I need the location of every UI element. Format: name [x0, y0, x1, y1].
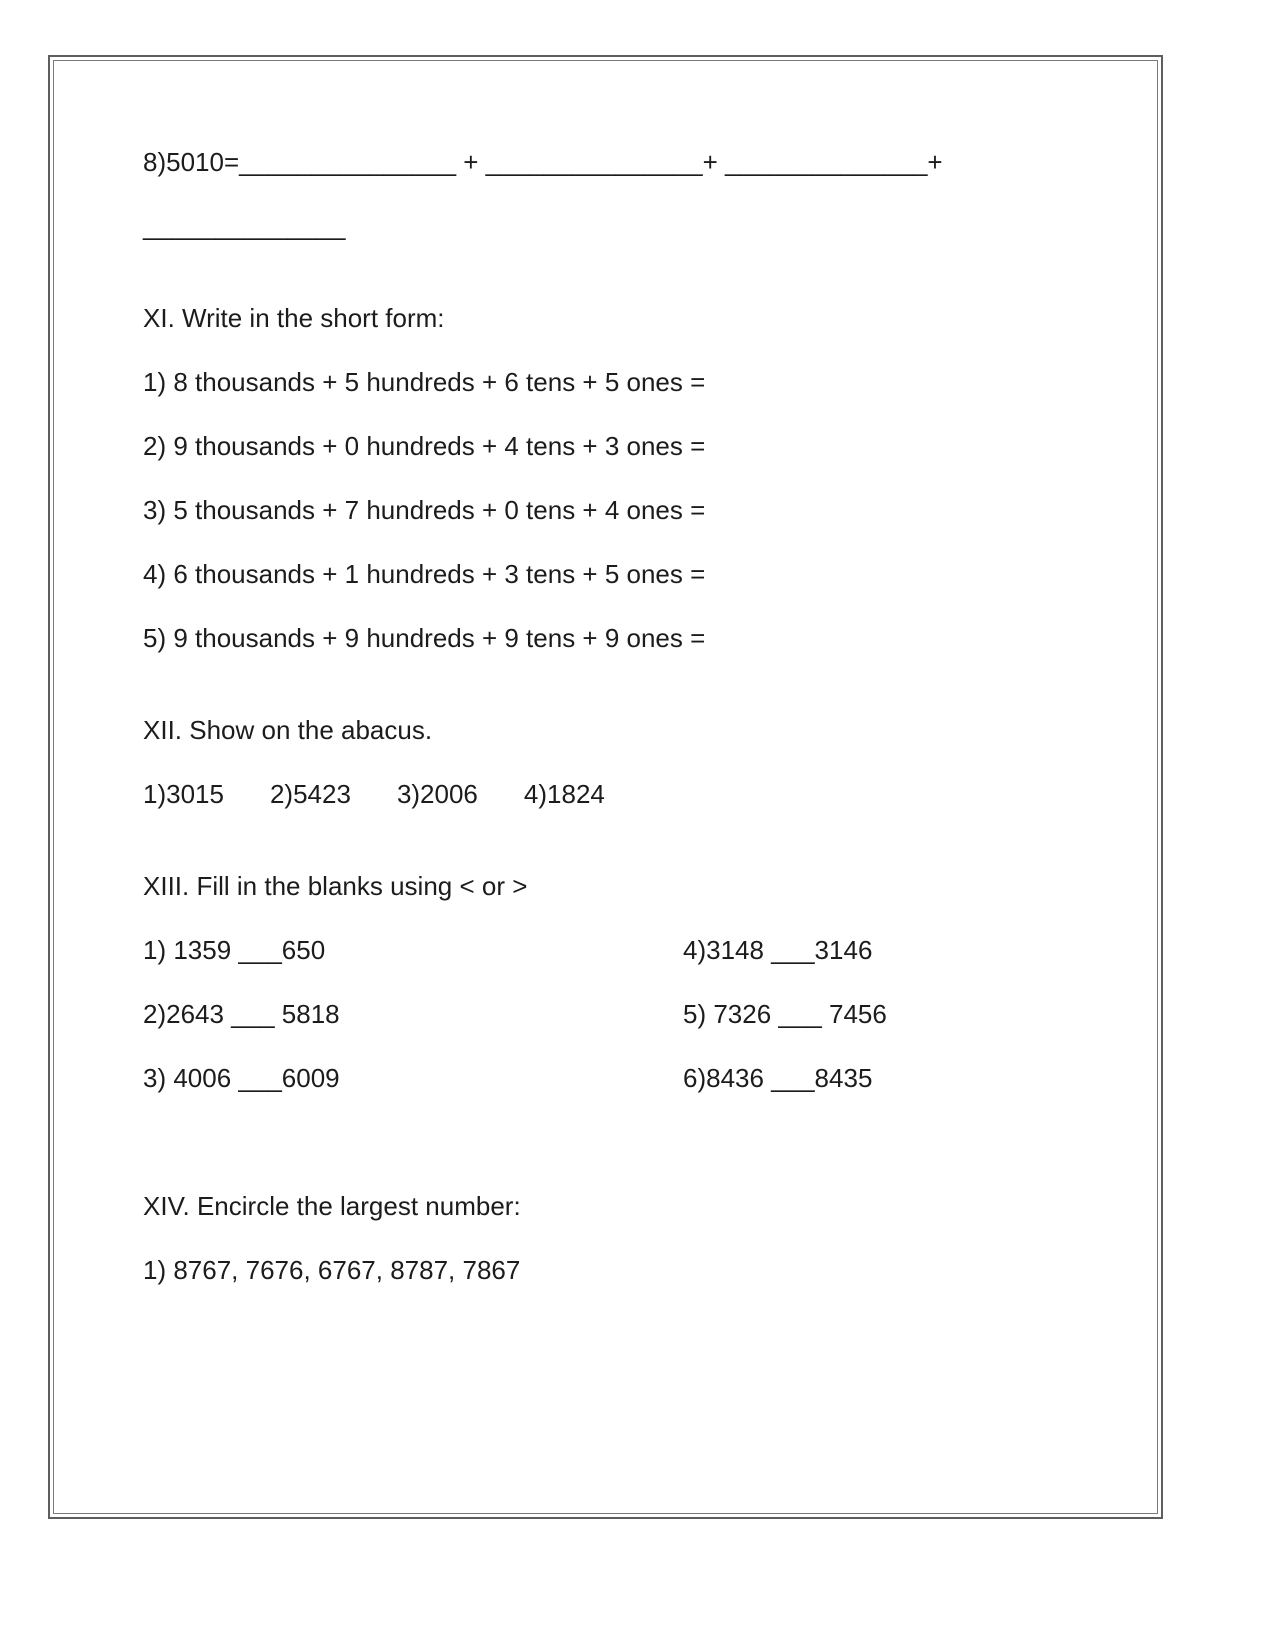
section-xii-numbers	[143, 780, 1003, 808]
worksheet-content	[143, 148, 1003, 1320]
section-xii-item-1: 1)3015	[143, 779, 224, 809]
question-8-line2: ______________	[143, 211, 346, 241]
question-8-line1: 8)5010=_______________ + _______________+ ______________+	[143, 147, 943, 177]
section-xiv-item-1: 1) 8767, 7676, 6767, 8787, 7867	[143, 1255, 521, 1285]
section-xi-item-3: 3) 5 thousands + 7 hundreds + 0 tens + 4 ones =	[143, 495, 706, 525]
section-xii-item-4: 4)1824	[523, 779, 605, 809]
section-xiii-item-3: 3) 4006 ___6009	[143, 1063, 340, 1093]
section-xi-heading: XI. Write in the short form:	[143, 303, 445, 333]
section-xi-item-5: 5) 9 thousands + 9 hundreds + 9 tens + 9 ones =	[143, 623, 706, 653]
section-xiii-item-5: 5) 7326 ___ 7456	[683, 999, 887, 1029]
section-xii-item-2: 2)5423	[269, 779, 351, 809]
section-xii-heading: XII. Show on the abacus.	[143, 715, 433, 745]
section-xi-item-4: 4) 6 thousands + 1 hundreds + 3 tens + 5 ones =	[143, 559, 706, 589]
section-xiii-item-6: 6)8436 ___8435	[683, 1063, 873, 1093]
section-xiii-item-1: 1) 1359 ___650	[143, 935, 326, 965]
section-xiii-heading: XIII. Fill in the blanks using < or >	[143, 871, 528, 901]
section-xiii-item-4: 4)3148 ___3146	[683, 935, 873, 965]
section-xiii-item-2: 2)2643 ___ 5818	[143, 999, 340, 1029]
section-xiii-grid	[143, 936, 1003, 1128]
section-xii-item-3: 3)2006	[396, 779, 478, 809]
section-xi-item-2: 2) 9 thousands + 0 hundreds + 4 tens + 3 ones =	[143, 431, 706, 461]
section-xi-item-1: 1) 8 thousands + 5 hundreds + 6 tens + 5 ones =	[143, 367, 706, 397]
section-xiv-heading: XIV. Encircle the largest number:	[143, 1191, 521, 1221]
